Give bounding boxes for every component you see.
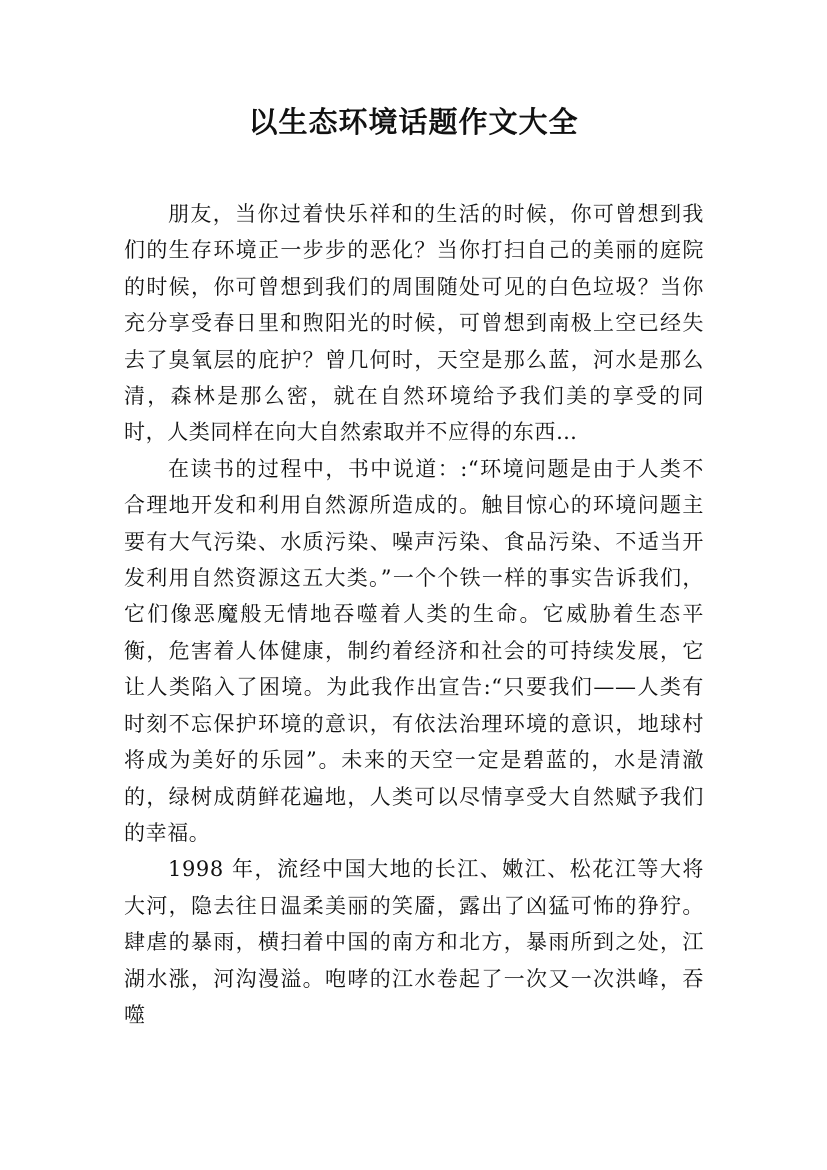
document-body bbox=[124, 196, 704, 1033]
paragraph-1: 朋友，当你过着快乐祥和的生活的时候，你可曾想到我们的生存环境正一步步的恶化？当你打扫自己的美丽的庭院的时候，你可曾想到我们的周围随处可见的白色垃圾？当你充分享受春日里和煦阳光的时候，可曾想到南极上空已经失去了臭氧层的庇护？曾几何时，天空是那么蓝，河水是那么清，森林是那么密，就在自然环境给予我们美的享受的同时，人类同样在向大自然索取并不应得的东西… bbox=[124, 202, 704, 445]
paragraph-2: 在读书的过程中，书中说道：:“环境问题是由于人类不合理地开发和利用自然源所造成的。触目惊心的环境问题主要有大气污染、水质污染、噪声污染、食品污染、不适当开发利用自然资源这五大类。”一个个铁一样的事实告诉我们，它们像恶魔般无情地吞噬着人类的生命。它威胁着生态平衡，危害着人体健康，制约着经济和社会的可持续发展，它让人类陷入了困境。为此我作出宣告:“只要我们——人类有时刻不忘保护环境的意识，有依法治理环境的意识，地球村将成为美好的乐园”。未来的天空一定是碧蓝的，水是清澈的，绿树成荫鲜花遍地，人类可以尽情享受大自然赋予我们的幸福。 bbox=[124, 456, 704, 845]
document-title: 以生态环境话题作文大全 bbox=[248, 105, 579, 139]
paragraph-3: 1998 年，流经中国大地的长江、嫩江、松花江等大将大河，隐去往日温柔美丽的笑靥，露出了凶猛可怖的狰狞。肆虐的暴雨，横扫着中国的南方和北方，暴雨所到之处，江湖水涨，河沟漫溢。咆哮的江水卷起了一次又一次洪峰，吞噬 bbox=[124, 857, 704, 1027]
